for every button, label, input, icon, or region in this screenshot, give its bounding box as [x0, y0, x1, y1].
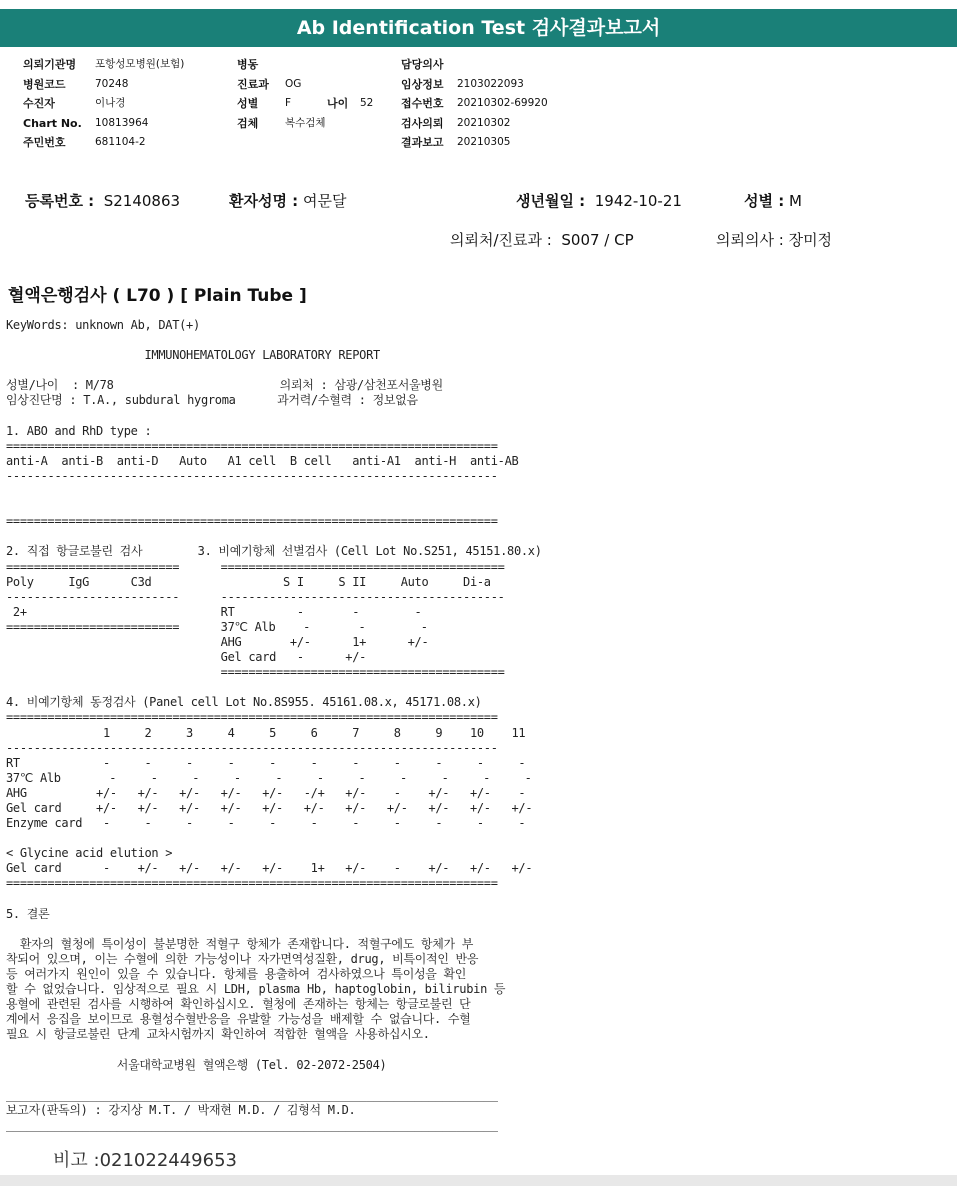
info-field-label: 성별: [237, 97, 259, 110]
registration-number-value: S2140863: [103, 192, 181, 210]
info-field-row: [23, 94, 184, 114]
info-column-3: [401, 55, 548, 153]
report-line: [6, 499, 542, 514]
info-field-label: Chart No.: [23, 116, 82, 130]
registration-number: [25, 190, 180, 211]
report-line: _______________________________________________________________________: [6, 1087, 498, 1102]
report-line: 계에서 응집을 보이므로 용혈성수혈반응을 유발할 가능성을 배제할 수 없습니다. 수혈: [6, 1012, 471, 1027]
info-field-label: 임상정보: [401, 77, 444, 91]
report-line: 성별/나이 : M/78 의뢰처 : 삼광/삼천포서울병원: [6, 378, 443, 393]
info-field-row: [23, 75, 184, 95]
report-line: ========================= 37℃ Alb - - -: [6, 619, 428, 634]
report-line: 환자의 혈청에 특이성이 불분명한 적혈구 항체가 존재합니다. 적혈구에도 항체가 부: [6, 936, 474, 951]
info-field-value: 20210302-69920: [457, 97, 548, 109]
info-field-row: [23, 114, 184, 134]
info-field-value: 포항성모병원(보험): [95, 58, 185, 70]
report-line: 37℃ Alb - - - - - - - - - - -: [6, 770, 532, 785]
info-field-row: [237, 55, 326, 75]
info-field-label: 접수번호: [401, 97, 444, 110]
info-column-1: [23, 55, 184, 153]
remark-label: 비고 :: [53, 1150, 100, 1171]
info-field-label: 병동: [237, 58, 259, 71]
age-label: 나이: [327, 97, 349, 110]
birth-date: [516, 190, 682, 211]
info-field-label: 수진자: [23, 97, 55, 110]
report-line: 2+ RT - - -: [6, 604, 422, 619]
report-line: Gel card - +/-: [6, 650, 367, 665]
report-line: [6, 1073, 542, 1088]
report-title: Ab Identification Test 검사결과보고서: [0, 9, 957, 47]
referring-department: [450, 229, 634, 250]
report-line: =======================================================================: [6, 876, 498, 891]
section-title: 혈액은행검사 ( L70 ) [ Plain Tube ]: [8, 286, 307, 306]
info-field-row: [401, 55, 548, 75]
info-field-value: 681104-2: [95, 136, 146, 148]
patient-sex: [744, 190, 802, 211]
report-line: KeyWords: unknown Ab, DAT(+): [6, 318, 200, 332]
patient-name-value: 여문달: [302, 192, 347, 210]
report-line: [6, 333, 542, 348]
report-line: AHG +/- 1+ +/-: [6, 634, 429, 649]
info-field-label: 결과보고: [401, 136, 444, 149]
info-field-label: 담당의사: [401, 58, 444, 71]
report-line: AHG +/- +/- +/- +/- +/- -/+ +/- - +/- +/- -: [6, 785, 526, 800]
age-value: 52: [360, 97, 374, 109]
report-line: Enzyme card - - - - - - - - - - -: [6, 816, 526, 831]
info-field-value: 20210305: [457, 136, 511, 148]
lab-report-body: [6, 318, 542, 1133]
referring-department-label: 의뢰처/진료과 :: [450, 231, 552, 249]
report-line: _______________________________________________________________________: [6, 1117, 498, 1132]
info-field-row: [401, 114, 548, 134]
info-field-label: 의뢰기관명: [23, 58, 77, 71]
report-line: 할 수 없었습니다. 임상적으로 필요 시 LDH, plasma Hb, haptoglobin, bilirubin 등: [6, 982, 506, 997]
report-line: 5. 결론: [6, 906, 50, 921]
report-line: -----------------------------------------------------------------------: [6, 468, 498, 483]
referring-department-value: S007 / CP: [561, 231, 634, 249]
registration-number-label: 등록번호 :: [25, 192, 95, 210]
info-field-row: [237, 94, 326, 114]
report-line: [6, 831, 542, 846]
report-line: ------------------------- -----------------------------------------: [6, 589, 505, 604]
report-line: 4. 비예기항체 동정검사 (Panel cell Lot No.8S955. 45161.08.x, 45171.08.x): [6, 695, 482, 710]
report-line: =======================================================================: [6, 438, 498, 453]
remark: [53, 1146, 237, 1172]
info-field-value: 70248: [95, 77, 129, 90]
report-line: Poly IgG C3d S I S II Auto Di-a: [6, 574, 491, 589]
report-line: ========================= =========================================: [6, 559, 505, 574]
info-field-value: 20210302: [457, 116, 511, 129]
info-field-value: 10813964: [95, 116, 149, 129]
info-field-label: 진료과: [237, 77, 269, 91]
report-line: Gel card - +/- +/- +/- +/- 1+ +/- - +/- +/- +/-: [6, 861, 533, 876]
report-line: 보고자(판독의) : 강지상 M.T. / 박재현 M.D. / 김형석 M.D.: [6, 1102, 356, 1117]
report-line: RT - - - - - - - - - - -: [6, 755, 526, 770]
report-line: 용혈에 관련된 검사를 시행하여 확인하십시오. 혈청에 존재하는 항체는 항글로불린 단: [6, 997, 471, 1012]
report-line: anti-A anti-B anti-D Auto A1 cell B cell anti-A1 anti-H anti-AB: [6, 453, 519, 468]
report-line: IMMUNOHEMATOLOGY LABORATORY REPORT: [6, 348, 380, 363]
report-line: =======================================================================: [6, 514, 498, 529]
report-line: [6, 484, 542, 499]
referring-doctor: [716, 229, 832, 250]
report-line: < Glycine acid elution >: [6, 846, 173, 861]
info-field-row: [401, 133, 548, 153]
patient-name: [229, 190, 346, 211]
report-line: 서울대학교병원 혈액은행 (Tel. 02-2072-2504): [6, 1057, 387, 1072]
patient-sex-label: 성별 :: [744, 192, 785, 210]
info-field-row: [237, 75, 326, 95]
birth-date-value: 1942-10-21: [594, 192, 682, 210]
info-field-label: 검체: [237, 116, 259, 130]
report-line: [6, 892, 542, 907]
remark-value: 021022449653: [99, 1150, 237, 1171]
report-line: 착되어 있으며, 이는 수혈에 의한 가능성이나 자가면역성질환, drug, 비특이적인 반응: [6, 951, 479, 966]
info-field-label: 주민번호: [23, 136, 66, 149]
birth-date-label: 생년월일 :: [516, 192, 586, 210]
patient-sex-value: M: [788, 192, 802, 210]
report-line: 임상진단명 : T.A., subdural hygroma 과거력/수혈력 : 정보없음: [6, 393, 418, 408]
report-line: 등 여러가지 원인이 있을 수 있습니다. 항체를 용출하여 검사하였으나 특이성을 확인: [6, 967, 467, 982]
info-field-row: [237, 114, 326, 134]
report-line: [6, 529, 542, 544]
info-field-label: 병원코드: [23, 77, 66, 91]
report-line: [6, 680, 542, 695]
info-field-value: F: [285, 97, 292, 109]
report-line: [6, 363, 542, 378]
info-field-value: 이나경: [95, 97, 126, 109]
report-line: 2. 직접 항글로불린 검사 3. 비예기항체 선별검사 (Cell Lot No.S251, 45151.80.x): [6, 544, 542, 559]
report-line: 필요 시 항글로불린 단계 교차시험까지 확인하여 적합한 혈액을 사용하십시오.: [6, 1027, 430, 1042]
patient-name-label: 환자성명 :: [229, 192, 299, 210]
report-line: 1 2 3 4 5 6 7 8 9 10 11: [6, 725, 526, 740]
report-line: [6, 409, 542, 424]
report-line: [6, 1043, 542, 1058]
info-field-row: [401, 94, 548, 114]
referring-doctor-label: 의뢰의사 :: [716, 231, 784, 249]
bottom-bar: [0, 1175, 957, 1186]
referring-doctor-value: 장미정: [788, 231, 833, 249]
report-line: 1. ABO and RhD type :: [6, 423, 152, 438]
info-field-row: [401, 75, 548, 95]
report-line: -----------------------------------------------------------------------: [6, 740, 498, 755]
info-field-row: [23, 55, 184, 75]
info-field-value: 복수검체: [285, 116, 326, 129]
info-age: [327, 94, 373, 114]
info-field-value: 2103022093: [457, 77, 524, 90]
report-line: Gel card +/- +/- +/- +/- +/- +/- +/- +/- +/- +/- +/-: [6, 801, 533, 815]
info-field-row: [23, 133, 184, 153]
info-field-label: 검사의뢰: [401, 116, 444, 130]
report-line: =======================================================================: [6, 710, 498, 725]
info-field-value: OG: [285, 77, 302, 90]
report-line: [6, 922, 542, 937]
report-line: =========================================: [6, 665, 505, 680]
info-column-2: [237, 55, 326, 133]
